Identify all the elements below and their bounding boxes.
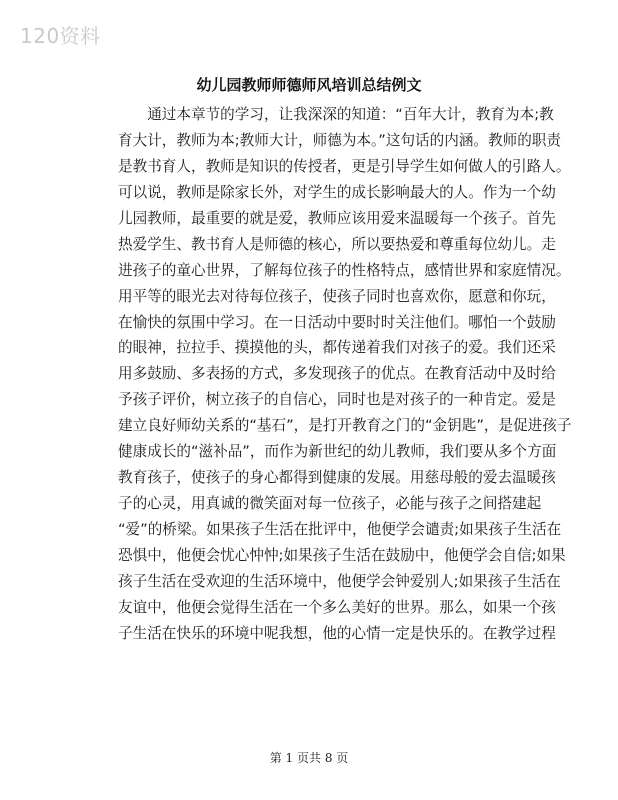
body-line: 可以说，教师是除家长外，对学生的成长影响最大的人。作为一个幼 — [118, 183, 556, 201]
body-line: 用平等的眼光去对待每位孩子，使孩子同时也喜欢你，愿意和你玩， — [118, 287, 556, 305]
body-line: 进孩子的童心世界，了解每位孩子的性格特点，感情世界和家庭情况。 — [118, 261, 571, 279]
page-number-footer: 第 1 页共 8 页 — [269, 751, 349, 765]
body-line: 通过本章节的学习，让我深深的知道：“百年大计，教育为本;教 — [118, 106, 554, 123]
body-line: 是教书育人，教师是知识的传授者，更是引导学生如何做人的引路人。 — [118, 157, 571, 175]
body-line: 建立良好师幼关系的“基石”，是打开教育之门的“金钥匙”，是促进孩子 — [118, 417, 572, 435]
body-line: 健康成长的“滋补品”，而作为新世纪的幼儿教师，我们要从多个方面 — [118, 443, 557, 461]
body-line: 儿园教师，最重要的就是爱，教师应该用爱来温暖每一个孩子。首先 — [118, 209, 556, 227]
document-title: 幼儿园教师师德师风培训总结例文 — [196, 76, 422, 94]
body-line: 教育孩子，使孩子的身心都得到健康的发展。用慈母般的爱去温暖孩 — [118, 469, 556, 487]
watermark: 120资料 — [20, 24, 101, 48]
body-line: 热爱学生、教书育人是师德的核心，所以要热爱和尊重每位幼儿。走 — [118, 235, 556, 253]
body-line: “爱”的桥梁。如果孩子生活在批评中，他便学会谴责;如果孩子生活在 — [118, 521, 562, 538]
body-line: 育大计，教师为本;教师大计，师德为本。”这句话的内涵。教师的职责 — [118, 131, 561, 149]
body-line: 用多鼓励、多表扬的方式，多发现孩子的优点。在教育活动中及时给 — [118, 365, 556, 383]
body-line: 友谊中，他便会觉得生活在一个多么美好的世界。那么，如果一个孩 — [118, 598, 556, 616]
document-body — [118, 102, 572, 647]
body-line: 在愉快的氛围中学习。在一日活动中要时时关注他们。哪怕一个鼓励 — [118, 313, 556, 331]
body-line: 孩子生活在受欢迎的生活环境中，他便学会钟爱别人;如果孩子生活在 — [118, 572, 561, 590]
body-line: 的眼神，拉拉手、摸摸他的头，都传递着我们对孩子的爱。我们还采 — [118, 339, 556, 357]
body-line: 予孩子评价，树立孩子的自信心，同时也是对孩子的一种肯定。爱是 — [118, 391, 556, 409]
body-line: 子生活在快乐的环境中呢我想，他的心情一定是快乐的。在教学过程 — [118, 624, 556, 642]
body-line: 恐惧中，他便会忧心忡忡;如果孩子生活在鼓励中，他便学会自信;如果 — [118, 546, 566, 564]
body-line: 子的心灵，用真诚的微笑面对每一位孩子，必能与孩子之间搭建起 — [118, 495, 542, 513]
